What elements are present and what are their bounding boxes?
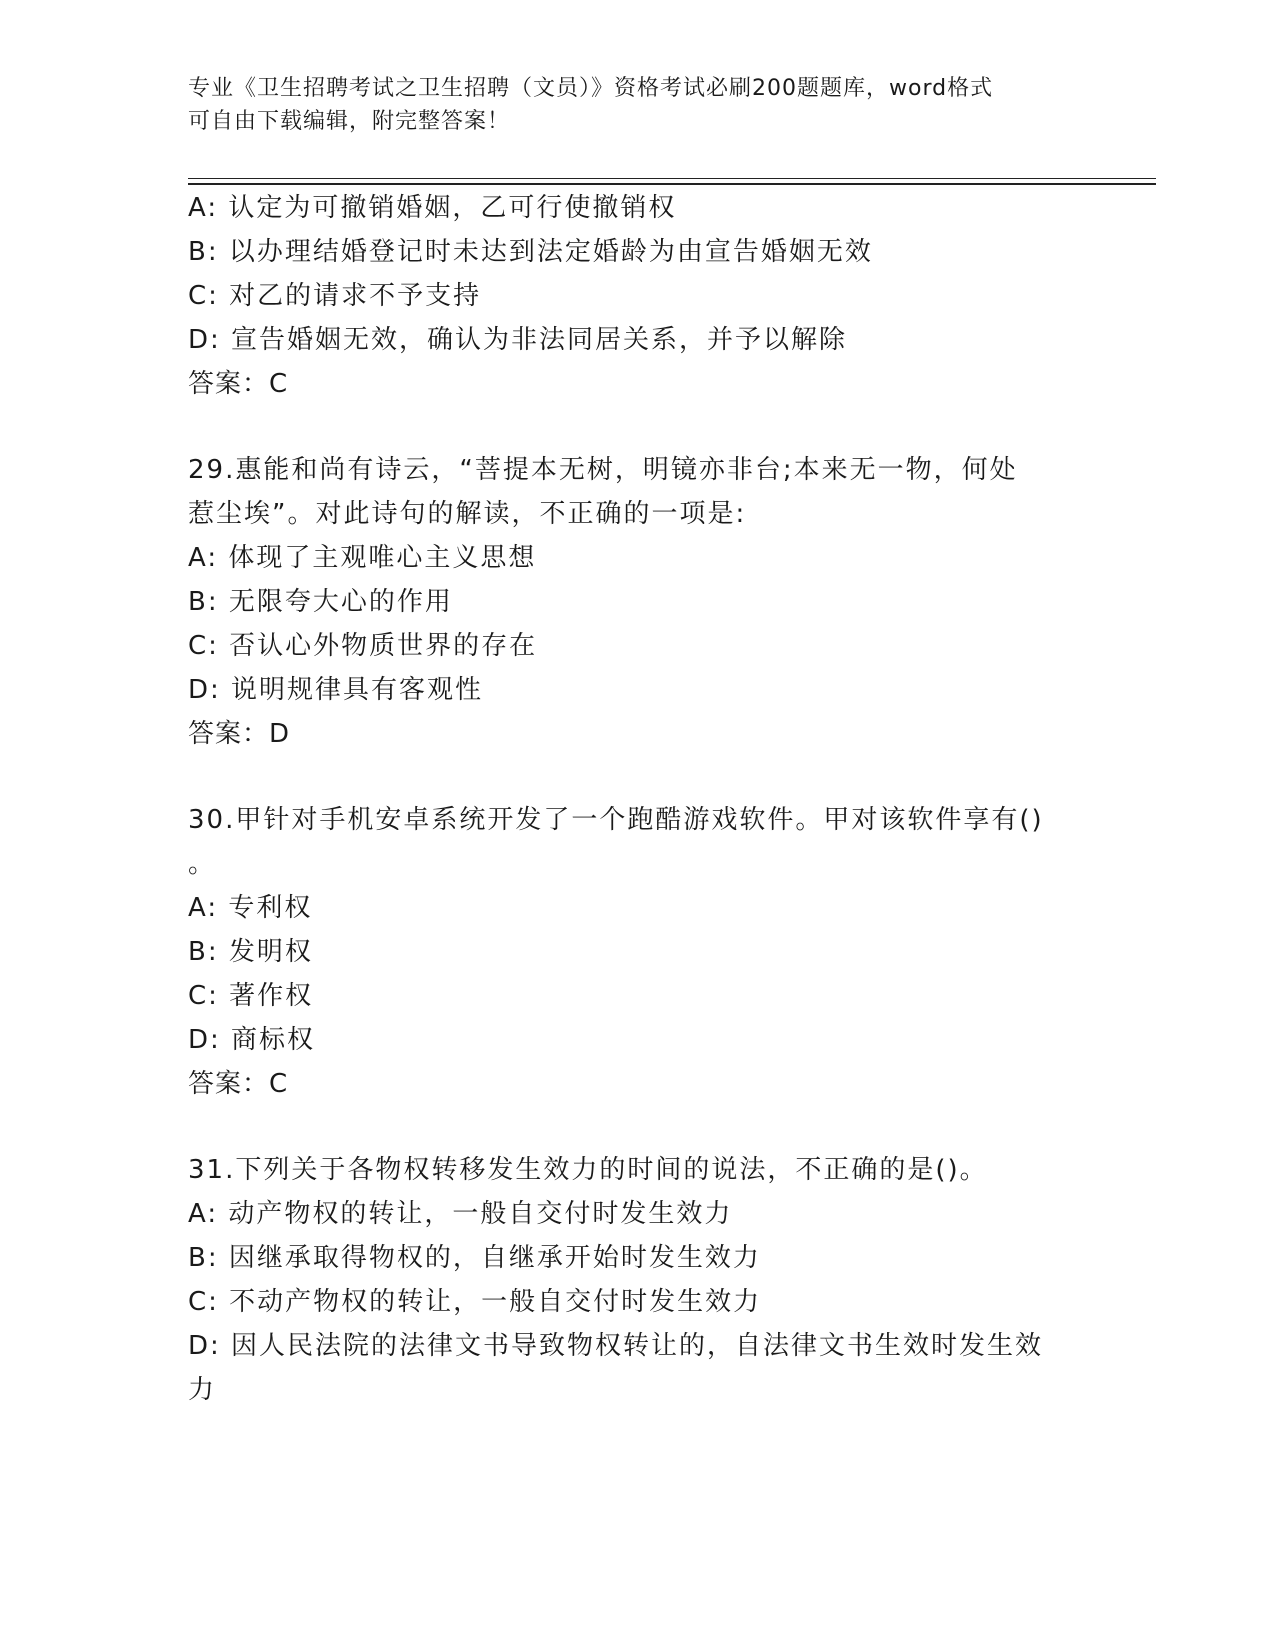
q30-stem-line-2: 。 [188,849,217,879]
q29-option-d: D: 说明规律具有客观性 [188,675,484,705]
q30-option-a: A: 专利权 [188,893,313,923]
q29-answer: 答案：D [188,719,291,749]
q31-option-a: A: 动产物权的转让，一般自交付时发生效力 [188,1199,733,1229]
q31-option-d-line-1: D: 因人民法院的法律文书导致物权转让的，自法律文书生效时发生效 [188,1331,1044,1361]
q29-option-b: B: 无限夸大心的作用 [188,587,453,617]
q31-stem: 31.下列关于各物权转移发生效力的时间的说法，不正确的是()。 [188,1155,988,1185]
header-line-1: 专业《卫生招聘考试之卫生招聘（文员）》资格考试必刷200题题库，word格式 [188,76,994,101]
q29-option-a: A: 体现了主观唯心主义思想 [188,543,537,573]
q28-answer: 答案：C [188,369,289,399]
q29-option-c: C: 否认心外物质世界的存在 [188,631,538,661]
q28-option-d: D: 宣告婚姻无效，确认为非法同居关系，并予以解除 [188,325,848,355]
q31-option-c: C: 不动产物权的转让，一般自交付时发生效力 [188,1287,762,1317]
document-header [188,72,1088,138]
q30-answer: 答案：C [188,1069,289,1099]
q30-option-c: C: 著作权 [188,981,314,1011]
q28-option-c: C: 对乙的请求不予支持 [188,281,482,311]
q30-option-d: D: 商标权 [188,1025,316,1055]
q28-option-a: A: 认定为可撤销婚姻，乙可行使撤销权 [188,193,677,223]
q30-option-b: B: 发明权 [188,937,313,967]
q30-stem-line-1: 30.甲针对手机安卓系统开发了一个跑酷游戏软件。甲对该软件享有() [188,805,1044,835]
q28-option-b: B: 以办理结婚登记时未达到法定婚龄为由宣告婚姻无效 [188,237,873,267]
header-divider-thin [188,178,1156,179]
q31-option-d-line-2: 力 [188,1375,217,1405]
q29-stem-line-1: 29.惠能和尚有诗云，“菩提本无树，明镜亦非台;本来无一物，何处 [188,455,1018,485]
q31-option-b: B: 因继承取得物权的，自继承开始时发生效力 [188,1243,761,1273]
q29-stem-line-2: 惹尘埃”。对此诗句的解读，不正确的一项是: [188,499,747,529]
header-line-2: 可自由下载编辑，附完整答案！ [188,109,511,134]
header-divider-thick [188,183,1156,185]
